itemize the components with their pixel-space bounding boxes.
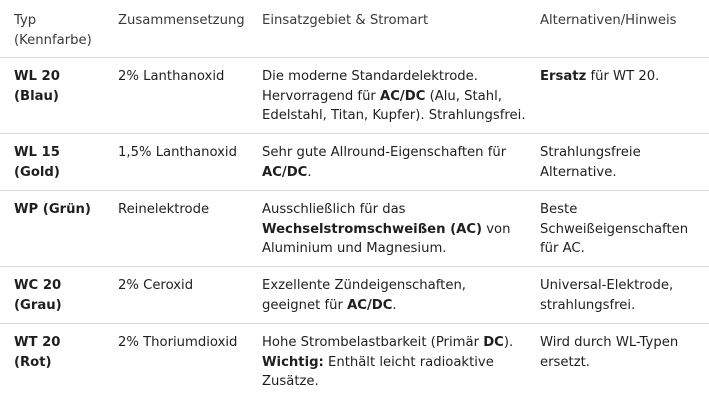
note-text: für WT 20. [586, 69, 660, 84]
type-color: (Grau) [14, 297, 62, 313]
note-line: für AC. [540, 241, 585, 256]
use-line [262, 163, 506, 183]
use-text: . [307, 164, 312, 180]
table-row [0, 324, 709, 402]
type-name: WL 15 [14, 145, 60, 160]
table-row [0, 58, 709, 134]
table-row [0, 134, 709, 191]
note-cell [540, 143, 641, 182]
use-line: Ausschließlich für das [262, 202, 406, 217]
use-text: . [392, 297, 397, 313]
use-emphasis: Wichtig: [262, 354, 324, 370]
type-color: (Rot) [14, 354, 52, 370]
use-cell [262, 333, 513, 392]
type-cell [14, 67, 60, 106]
use-line [262, 220, 510, 240]
use-line [262, 296, 466, 316]
type-cell [14, 276, 62, 315]
use-cell [262, 200, 510, 259]
note-line: Strahlungsfreie [540, 145, 641, 160]
composition-cell: Reinelektrode [118, 202, 210, 217]
note-line: ersetzt. [540, 354, 590, 370]
note-cell [540, 276, 673, 315]
use-emphasis: Wechselstromschweißen (AC) [262, 221, 483, 237]
use-emphasis: DC [483, 335, 504, 350]
note-line: Wird durch WL-Typen [540, 335, 679, 350]
type-cell [14, 143, 60, 182]
use-text: ). [503, 335, 514, 350]
header-zusammensetzung: Zusammensetzung [118, 13, 245, 28]
type-name: WL 20 [14, 69, 60, 84]
type-color: (Gold) [14, 164, 60, 180]
type-color: (Blau) [14, 88, 59, 104]
use-text: Hervorragend für [262, 88, 381, 104]
composition-cell: 2% Thoriumdioxid [118, 335, 238, 350]
use-line: Aluminium und Magnesium. [262, 241, 447, 256]
use-line: Die moderne Standardelektrode. [262, 69, 478, 84]
composition-cell: 1,5% Lanthanoxid [118, 145, 237, 160]
use-emphasis: AC/DC [262, 164, 308, 180]
use-line: Edelstahl, Titan, Kupfer). Strahlungsfrei. [262, 108, 526, 123]
note-cell [540, 67, 659, 87]
header-kennfarbe-label: (Kennfarbe) [14, 32, 92, 48]
note-emphasis: Ersatz [540, 69, 587, 84]
table-header-row [0, 0, 709, 58]
header-alternativen: Alternativen/Hinweis [540, 13, 677, 28]
use-line: Exzellente Zündeigenschaften, [262, 278, 466, 293]
note-line: Alternative. [540, 164, 617, 180]
use-text: von [482, 221, 511, 237]
use-text: geeignet für [262, 297, 348, 313]
use-text: Hohe Strombelastbarkeit (Primär [262, 335, 484, 350]
header-einsatzgebiet: Einsatzgebiet & Stromart [262, 13, 429, 28]
note-line: Beste [540, 202, 578, 217]
note-cell [540, 333, 678, 372]
header-typ [14, 11, 92, 50]
use-line: Zusätze. [262, 374, 319, 389]
use-cell [262, 67, 526, 126]
use-emphasis: AC/DC [380, 88, 426, 104]
note-line: Schweißeigenschaften [540, 221, 689, 237]
type-cell [14, 200, 91, 220]
type-name: WC 20 [14, 278, 62, 293]
note-cell [540, 200, 688, 259]
use-emphasis: AC/DC [347, 297, 393, 313]
use-cell [262, 143, 506, 182]
use-line [262, 87, 526, 107]
note-line: strahlungsfrei. [540, 297, 636, 313]
composition-cell: 2% Ceroxid [118, 278, 194, 293]
table-row [0, 191, 709, 267]
header-typ-label: Typ [14, 13, 37, 28]
use-cell [262, 276, 466, 315]
composition-cell: 2% Lanthanoxid [118, 69, 225, 84]
type-name: WT 20 [14, 335, 61, 350]
use-text: (Alu, Stahl, [425, 88, 502, 104]
note-line: Universal-Elektrode, [540, 278, 674, 293]
use-line [262, 353, 513, 373]
use-line: Sehr gute Allround-Eigenschaften für [262, 145, 507, 160]
type-name: WP (Grün) [14, 202, 91, 217]
table-row [0, 267, 709, 324]
use-text: Enthält leicht radioaktive [323, 354, 494, 370]
type-cell [14, 333, 61, 372]
use-line [262, 333, 513, 353]
